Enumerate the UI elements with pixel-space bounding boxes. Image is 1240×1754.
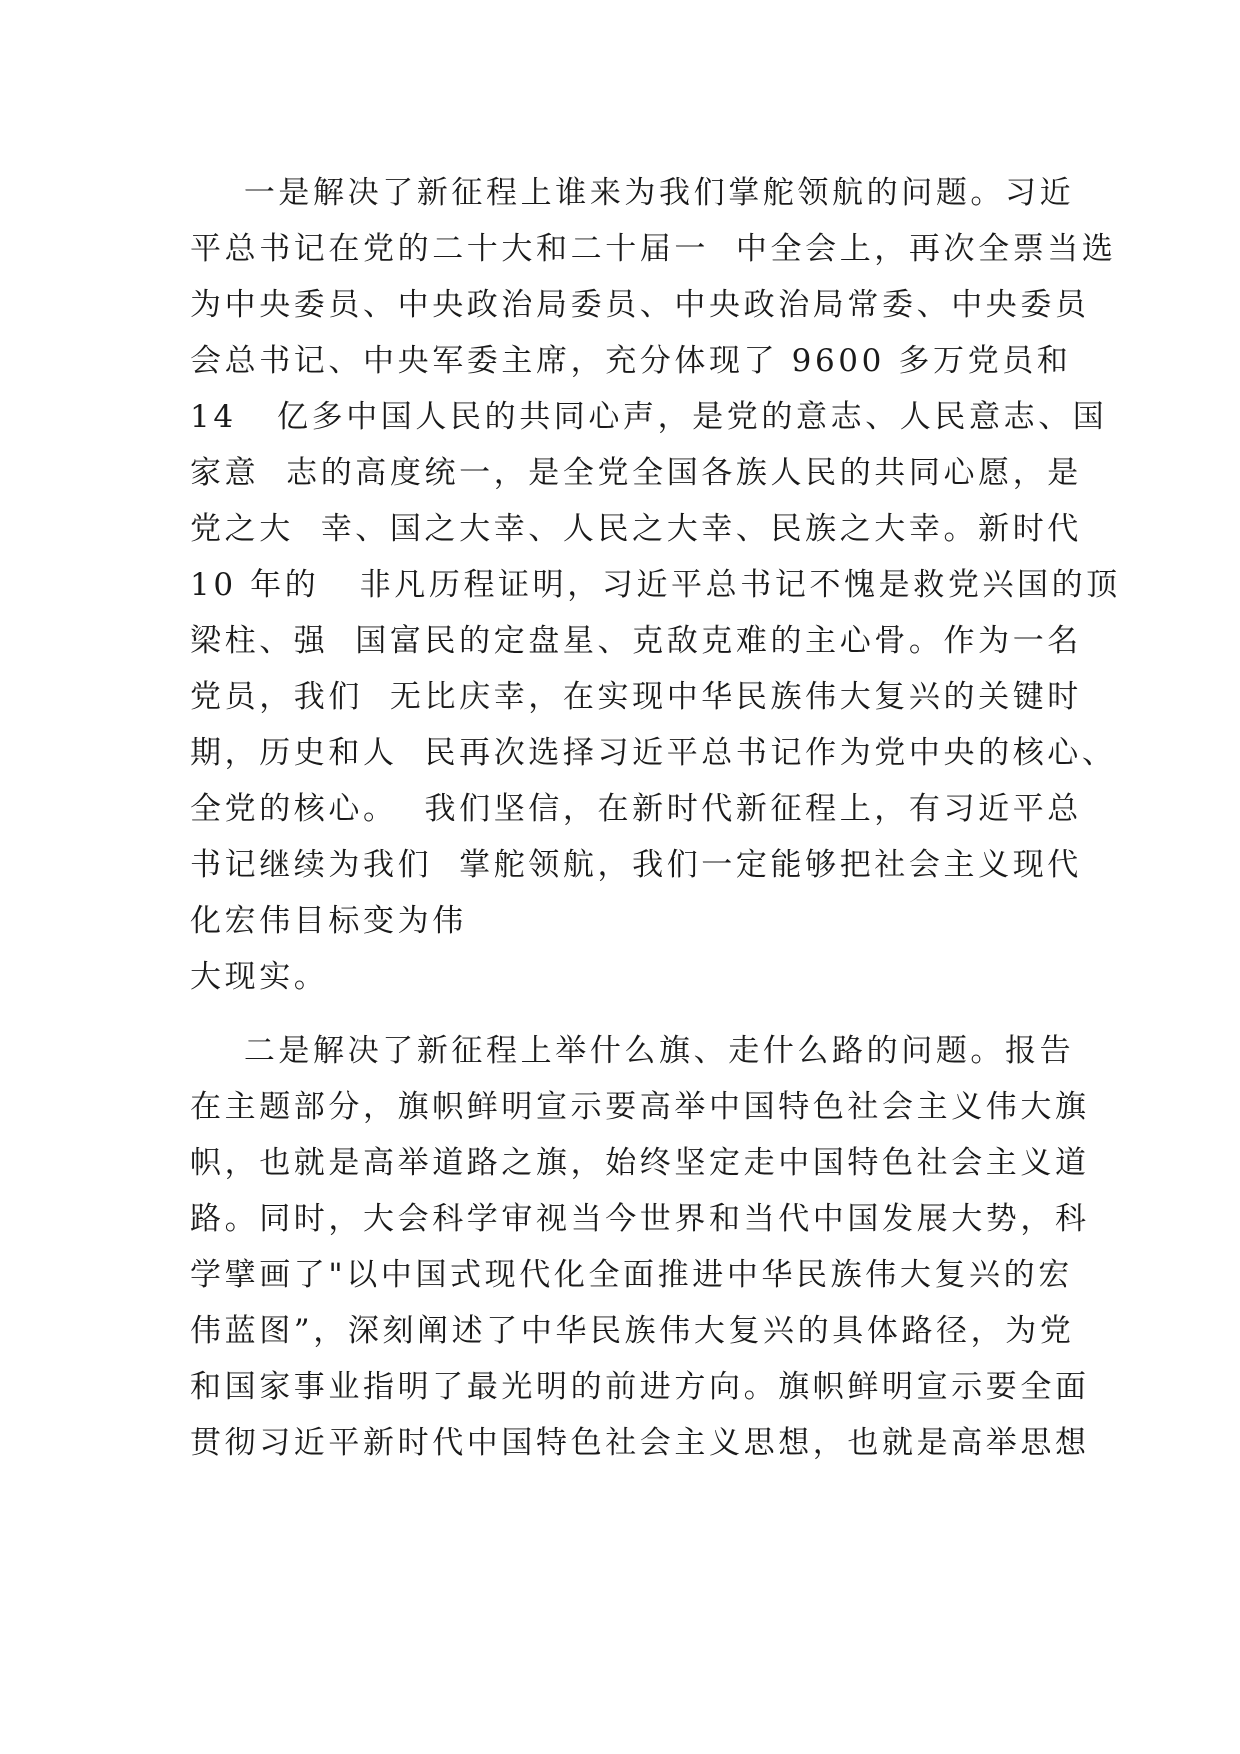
text-line: 平总书记在党的二十大和二十届一 中全会上，再次全票当选 (190, 231, 1117, 267)
text-line: 梁柱、强 国富民的定盘星、克敌克难的主心骨。作为一名 (190, 623, 1082, 659)
paragraph-leadership (190, 165, 1121, 1005)
text-line: 党员，我们 无比庆幸，在实现中华民族伟大复兴的关键时 (190, 679, 1082, 715)
text-line: 家意 志的高度统一，是全党全国各族人民的共同心愿，是 (190, 455, 1082, 491)
text-line: 党之大 幸、国之大幸、人民之大幸、民族之大幸。新时代 (190, 511, 1082, 547)
text-line: 为中央委员、中央政治局委员、中央政治局常委、中央委员 (190, 287, 1090, 323)
text-line: 伟蓝图”，深刻阐述了中华民族伟大复兴的具体路径，为党 (190, 1313, 1075, 1349)
text-line: 路。同时，大会科学审视当今世界和当代中国发展大势，科 (190, 1201, 1090, 1237)
text-line: 和国家事业指明了最光明的前进方向。旗帜鲜明宣示要全面 (190, 1369, 1090, 1405)
text-line: 书记继续为我们 掌舵领航，我们一定能够把社会主义现代 (190, 847, 1082, 883)
paragraph-path (190, 1023, 1090, 1471)
text-line: 一是解决了新征程上谁来为我们掌舵领航的问题。习近 (190, 175, 1075, 211)
text-line: 二是解决了新征程上举什么旗、走什么路的问题。报告 (190, 1033, 1075, 1069)
text-line: 14 亿多中国人民的共同心声，是党的意志、人民意志、国 (190, 399, 1108, 435)
text-line: 在主题部分，旗帜鲜明宣示要高举中国特色社会主义伟大旗 (190, 1089, 1090, 1125)
text-line: 学擘画了"以中国式现代化全面推进中华民族伟大复兴的宏 (190, 1257, 1073, 1293)
text-line: 会总书记、中央军委主席，充分体现了 9600 多万党员和 (190, 343, 1072, 379)
text-line: 帜，也就是高举道路之旗，始终坚定走中国特色社会主义道 (190, 1145, 1090, 1181)
text-line: 全党的核心。 我们坚信，在新时代新征程上，有习近平总 (190, 791, 1082, 827)
text-line: 10 年的 非凡历程证明，习近平总书记不愧是救党兴国的顶 (190, 567, 1121, 603)
text-line: 大现实。 (190, 959, 329, 995)
text-line: 期，历史和人 民再次选择习近平总书记作为党中央的核心、 (190, 735, 1117, 771)
text-line: 化宏伟目标变为伟 (190, 903, 467, 939)
text-line: 贯彻习近平新时代中国特色社会主义思想，也就是高举思想 (190, 1425, 1090, 1461)
